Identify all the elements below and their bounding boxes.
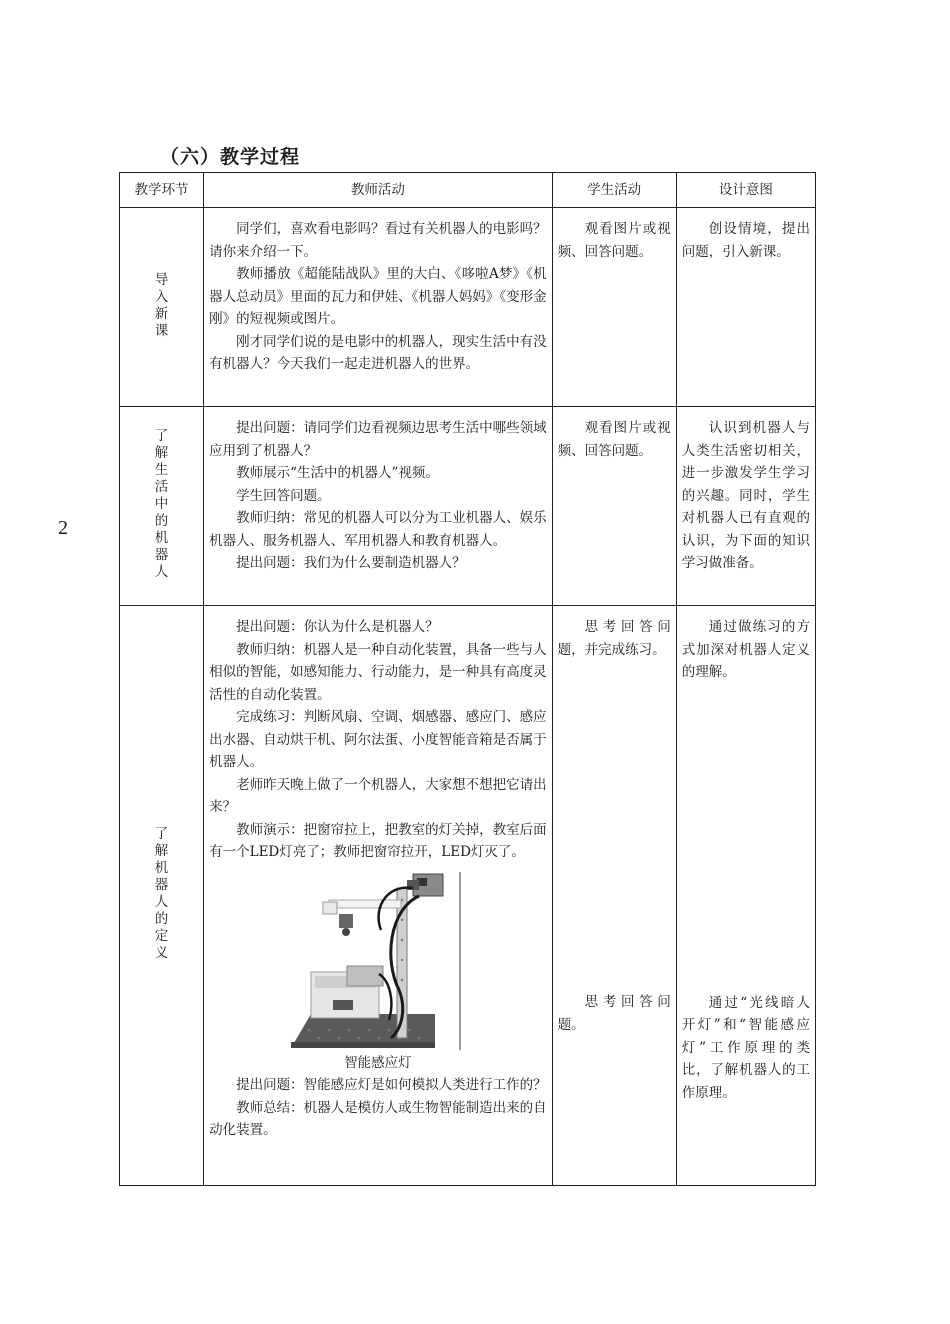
teacher-paragraph: 提出问题：请同学们边看视频边思考生活中哪些领域应用到了机器人？ xyxy=(209,420,547,459)
student-cell xyxy=(552,208,676,407)
student-paragraph: 观看图片或视频、回答问题。 xyxy=(557,221,671,260)
intent-paragraph: 创设情境，提出问题，引入新课。 xyxy=(681,221,810,260)
header-teacher: 教师活动 xyxy=(204,173,553,208)
teacher-paragraph: 完成练习：判断风扇、空调、烟感器、感应门、感应出水器、自动烘干机、阿尔法蛋、小度智能音箱是否属于机器人。 xyxy=(209,709,547,770)
teacher-paragraph: 提出问题：智能感应灯是如何模拟人类进行工作的？ xyxy=(236,1077,547,1093)
student-cell xyxy=(552,606,676,1186)
header-student: 学生活动 xyxy=(552,173,676,208)
intent-cell xyxy=(676,606,815,1186)
student-spacer xyxy=(558,661,671,991)
table-row xyxy=(120,606,816,1186)
teacher-paragraph: 同学们，喜欢看电影吗？看过有关机器人的电影吗？请你来介绍一下。 xyxy=(209,221,547,260)
stage-cell xyxy=(120,407,204,606)
intent-paragraph: 通过做练习的方式加深对机器人定义的理解。 xyxy=(681,619,810,680)
intent-spacer xyxy=(682,684,810,992)
student-paragraph: 观看图片或视频、回答问题。 xyxy=(557,420,671,459)
teacher-cell xyxy=(204,606,553,1186)
teacher-paragraph: 教师播放《超能陆战队》里的大白、《哆啦A梦》《机器人总动员》里面的瓦力和伊娃、《机器人妈妈》《变形金刚》的短视频或图片。 xyxy=(209,266,547,327)
teacher-paragraph: 提出问题：你认为什么是机器人？ xyxy=(236,619,439,635)
stage-label: 了解机器人的定义 xyxy=(154,826,169,962)
teacher-paragraph: 教师演示：把窗帘拉上，把教室的灯关掉，教室后面有一个LED灯亮了；教师把窗帘拉开，LED灯灭了。 xyxy=(209,821,547,860)
teacher-paragraph: 教师归纳：机器人是一种自动化装置，具备一些与人相似的智能，如感知能力、行动能力，是一种具有高度灵活性的自动化装置。 xyxy=(209,641,547,703)
teacher-paragraph: 教师归纳：常见的机器人可以分为工业机器人、娱乐机器人、服务机器人、军用机器人和教育机器人。 xyxy=(209,510,547,549)
teacher-paragraph: 刚才同学们说的是电影中的机器人，现实生活中有没有机器人？今天我们一起走进机器人的世界。 xyxy=(209,333,547,372)
smart-light-robot-photo xyxy=(289,870,461,1052)
stage-cell xyxy=(120,606,204,1186)
student-cell xyxy=(552,407,676,606)
robot-illustration xyxy=(289,870,461,1052)
header-intent: 设计意图 xyxy=(676,173,815,208)
intent-cell xyxy=(676,407,815,606)
student-paragraph: 思考回答问题。 xyxy=(557,994,671,1033)
page-number: 2 xyxy=(58,517,68,539)
teacher-paragraph: 提出问题：我们为什么要制造机器人？ xyxy=(236,555,466,571)
intent-cell xyxy=(676,208,815,407)
table-header-row xyxy=(120,173,816,208)
teacher-paragraph: 教师总结：机器人是模仿人或生物智能制造出来的自动化装置。 xyxy=(209,1099,547,1138)
table-row xyxy=(120,407,816,606)
stage-label: 了解生活中的机器人 xyxy=(154,428,169,581)
stage-cell xyxy=(120,208,204,407)
teacher-paragraph: 教师展示“生活中的机器人”视频。 xyxy=(236,465,439,481)
teacher-cell xyxy=(204,208,553,407)
header-stage: 教学环节 xyxy=(120,173,204,208)
lesson-process-table xyxy=(119,172,816,1186)
intent-paragraph: 认识到机器人与人类生活密切相关，进一步激发学生学习的兴趣。同时，学生对机器人已有直观的认识，为下面的知识学习做准备。 xyxy=(681,420,810,571)
image-caption: 智能感应灯 xyxy=(344,1054,412,1071)
stage-label: 导入新课 xyxy=(154,271,169,339)
student-paragraph: 思考回答问题，并完成练习。 xyxy=(557,619,671,658)
teacher-paragraph: 学生回答问题。 xyxy=(236,487,331,504)
teacher-paragraph: 老师昨天晚上做了一个机器人，大家想不想把它请出来？ xyxy=(209,776,547,815)
section-title: （六）教学过程 xyxy=(160,146,301,168)
teacher-cell xyxy=(204,407,553,606)
intent-paragraph: 通过“光线暗人开灯”和“智能感应灯”工作原理的类比，了解机器人的工作原理。 xyxy=(681,994,810,1101)
table-row xyxy=(120,208,816,407)
